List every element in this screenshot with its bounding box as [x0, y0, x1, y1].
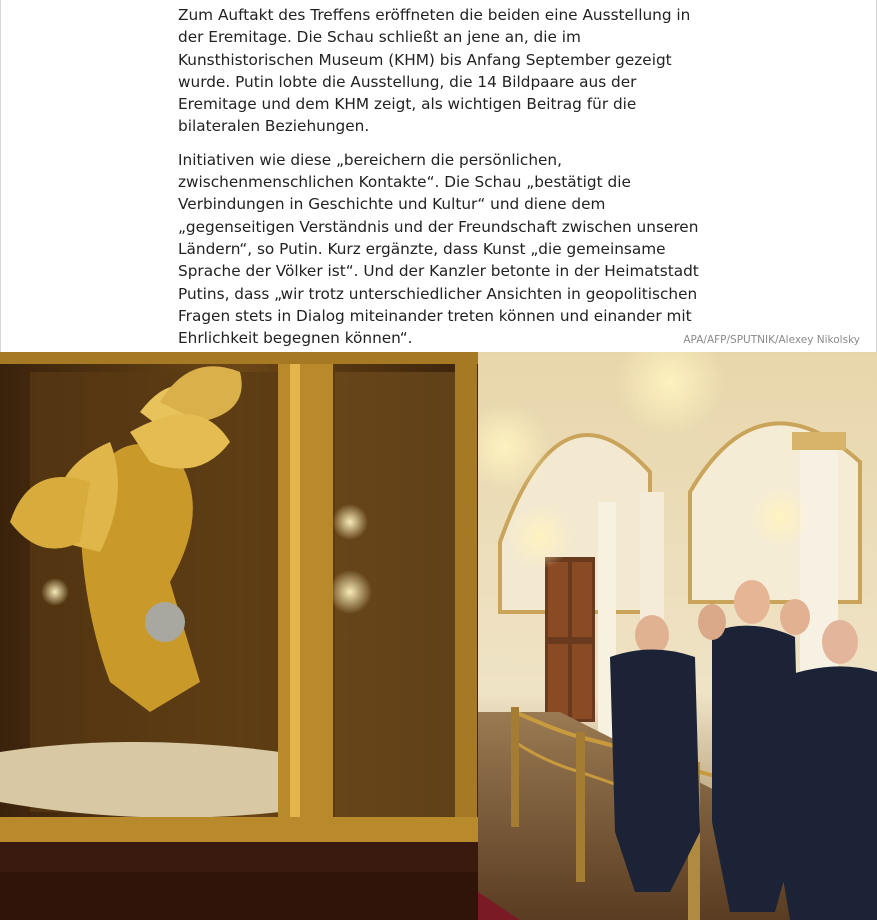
article-photo	[0, 352, 877, 920]
chandelier-glow-2	[508, 505, 572, 569]
stanchion-1	[511, 707, 519, 827]
article-frame	[0, 0, 877, 352]
stanchion-2	[576, 732, 585, 882]
article-paragraph-1: Zum Auftakt des Treffens eröffneten die beiden eine Ausstellung in der Eremitage. Die Schau schließt an jene an, die im Kunsthistorischen Museum (KHM) bis Anfang September gezeigt wurde. Putin lobte die Ausstellung, die 14 Bildpaare aus der Eremitage und dem KHM zeigt, als wichtigen Beitrag für die bilateralen Beziehungen.	[178, 6, 691, 136]
article-paragraph-2: Initiativen wie diese „bereichern die persönlichen, zwischenmenschlichen Kontakte“. Die Schau „bestätigt die Verbindungen in Geschichte und Kultur“ und diene dem „gegenseitigen Verständnis und der Freundschaft zwischen unseren Ländern“, so Putin. Kurz ergänzte, dass Kunst „die gemeinsame Sprache der Völker ist“. Und der Kanzler betonte in der Heimatstadt Putins, dass „wir trotz unterschiedlicher Ansichten in geopolitischen Fragen stets in Dialog miteinander treten können und einander mit Ehrlichkeit begegnen können“.	[178, 150, 699, 348]
case-frame-top	[0, 352, 478, 364]
case-frame-bottom	[0, 817, 478, 842]
photo-credit: APA/AFP/SPUTNIK/Alexey Nikolsky	[683, 334, 860, 346]
photo-illustration	[0, 352, 877, 920]
people-group	[610, 580, 877, 920]
article-body	[178, 4, 708, 360]
display-base	[0, 742, 280, 818]
chandelier-glow-4	[750, 487, 810, 547]
